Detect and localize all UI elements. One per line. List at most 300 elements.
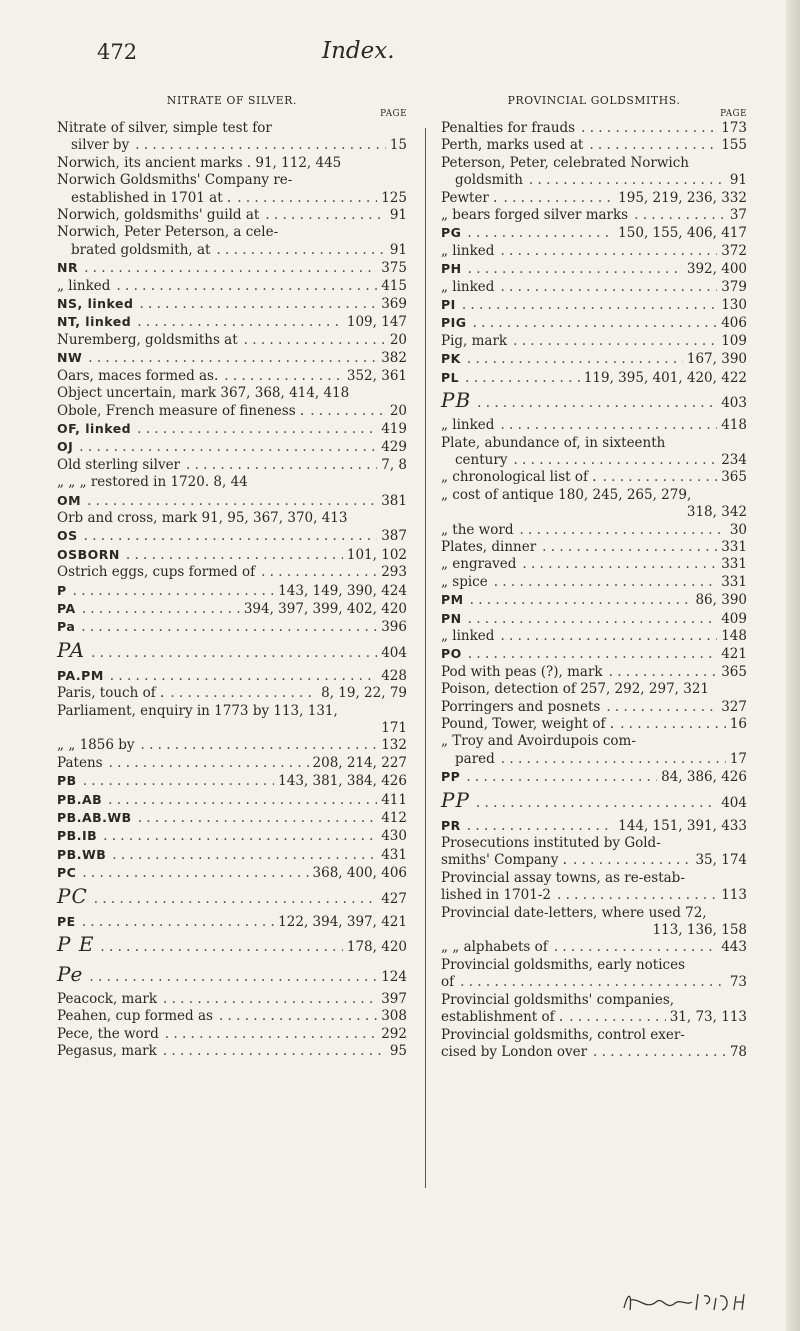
entry-page-ref: 381 [381,492,407,509]
dot-leader [304,403,386,420]
index-entry [441,120,747,137]
dot-leader [459,370,580,387]
dot-leader [507,452,717,469]
dot-leader [73,439,377,456]
index-entry [57,313,407,331]
entry-text: „ engraved [441,556,517,573]
column-divider [425,128,426,1188]
entry-text: „ linked [441,278,495,295]
entry-text: PR [441,817,461,833]
entry-text: of [441,974,455,991]
entry-page-ref: 37 [729,207,747,224]
index-entry [57,600,407,618]
entry-page-ref: 365 [721,663,747,680]
index-entry [57,791,407,809]
index-entry [57,278,407,295]
index-entry [441,350,747,368]
entry-page-ref: 130 [721,297,747,314]
index-entry [57,827,407,845]
entry-text: NW [57,350,83,366]
page-edge [786,0,800,1331]
index-entry [441,733,747,750]
dot-leader [488,574,717,591]
entry-text: Plates, dinner [441,538,537,555]
entry-text: PA [57,637,86,662]
entry-page-ref: 427 [381,890,407,907]
entry-page-ref: 406 [721,315,747,332]
entry-text: „ the word [441,521,514,538]
entry-page-ref: 418 [721,417,747,434]
entry-page-ref: 16 [729,716,747,732]
index-entry [57,155,407,172]
entry-text: Obole, French measure of fineness . [57,402,305,419]
entry-page-ref: 91 [729,172,747,189]
dot-leader [164,685,317,702]
entry-text: PB.AB [57,791,103,807]
dot-leader [213,1008,377,1025]
index-entry [441,681,747,698]
dot-leader [507,333,717,350]
entry-page-ref: 430 [381,828,407,845]
entry-text: OF, linked [57,420,132,436]
entry-text: Pewter . [441,189,498,206]
index-entry [441,522,747,539]
dot-leader [255,564,377,581]
index-entry [57,420,407,438]
entry-page-ref: 109 [721,332,747,349]
index-entry [441,699,747,716]
dot-leader [583,137,717,154]
entry-page-ref: 372 [721,242,747,259]
index-entry [441,260,747,278]
entry-text: Pegasus, mark [57,1043,157,1060]
entry-text: Oars, maces formed as. [57,367,219,384]
index-entry [441,556,747,573]
entry-page-ref: 73 [729,974,747,991]
index-entry [57,137,407,154]
entry-text: lished in 1701-2 [441,887,551,904]
dot-leader [106,847,377,864]
dot-leader [97,828,377,845]
entry-page-ref: 387 [381,528,407,545]
entry-text: PB.IB [57,828,98,844]
dot-leader [600,699,717,716]
entry-text: Provincial goldsmiths, early notices [441,956,686,973]
index-entry [441,591,747,609]
dot-leader [131,314,343,331]
entry-text: Provincial assay towns, as re-estab- [441,869,685,886]
entry-page-ref: 95 [389,1043,407,1060]
index-entry [57,961,407,991]
index-entry [441,817,747,835]
entry-page-ref: 171 [381,720,407,736]
index-entry [57,546,407,564]
index-entry [441,207,747,224]
dot-leader [461,351,683,368]
entry-text: „ linked [57,277,111,294]
index-entry [441,716,747,733]
entry-page-ref: 122, 394, 397, 421 [278,913,407,930]
index-entry [441,574,747,591]
index-entry [57,931,407,961]
index-entry [57,618,407,636]
page-number: 472 [97,40,138,64]
dot-leader [85,640,377,667]
index-entry [57,1043,407,1060]
entry-text: PC [57,865,77,881]
entry-page-ref: 411 [381,791,407,808]
dot-leader [494,243,717,260]
entry-page-ref: 369 [381,296,407,313]
entry-page-ref: 7, 8 [381,456,407,473]
dot-leader [462,611,718,628]
dot-leader [77,773,274,790]
handwritten-signature [620,1288,760,1316]
entry-page-ref: 404 [381,644,407,661]
index-entry [441,939,747,956]
entry-text: Porringers and posnets [441,698,601,715]
index-entry [57,474,407,491]
entry-page-ref: 382 [381,350,407,367]
index-entry [441,435,747,452]
index-entry [57,120,407,137]
dot-leader [462,646,717,663]
dot-leader [597,469,718,486]
dot-leader [210,242,385,259]
dot-leader [132,810,378,827]
entry-text: PA [57,600,76,616]
entry-text: Pece, the word [57,1025,159,1042]
index-entry [57,755,407,772]
index-entry [441,172,747,189]
entry-text: OM [57,492,82,508]
entry-page-ref: 91 [389,241,407,258]
dot-leader [523,172,726,189]
entry-text: establishment of . [441,1009,564,1026]
right-column-heading: PROVINCIAL GOLDSMITHS. [507,94,681,107]
dot-leader [231,190,377,207]
index-entry [441,1027,747,1044]
index-entry [57,368,407,385]
index-entry [441,539,747,556]
entry-page-ref: 394, 397, 399, 402, 420 [243,600,407,617]
dot-leader [494,628,717,645]
index-entry [441,387,747,417]
index-entry [441,333,747,350]
entry-text: Object uncertain, mark 367, 368, 414, 418 [57,385,350,402]
dot-leader [78,528,378,545]
dot-leader [516,556,717,573]
entry-text: Prosecutions instituted by Gold- [441,835,661,852]
index-entry [57,667,407,685]
index-entry [441,787,747,817]
dot-leader [587,1044,726,1061]
dot-leader [628,207,726,224]
index-entry [441,610,747,628]
entry-page-ref: 119, 395, 401, 420, 422 [583,369,747,386]
dot-leader [82,350,377,367]
dot-leader [259,207,386,224]
entry-text: Peacock, mark [57,991,158,1008]
entry-text: P E [57,932,95,957]
entry-text: smiths' Company . [441,852,567,869]
dot-leader [76,914,274,931]
index-entry [441,645,747,663]
entry-page-ref: 125 [381,189,407,206]
dot-leader [456,297,717,314]
index-entry [441,957,747,974]
entry-text: Peterson, Peter, celebrated Norwich [441,154,689,171]
entry-text: Ostrich eggs, cups formed of [57,564,256,581]
index-entry [57,242,407,259]
entry-page-ref: 195, 219, 236, 332 [618,189,747,206]
dot-leader [551,887,717,904]
index-entry [57,207,407,224]
dot-leader [180,457,377,474]
entry-page-ref: 167, 390 [686,351,747,368]
right-column [441,93,747,1061]
entry-page-ref: 409 [721,610,747,627]
entry-text: Pig, mark [441,332,508,349]
dot-leader [104,668,377,685]
entry-text: „ cost of antique 180, 245, 265, 279, [441,486,692,503]
entry-text: PE [57,913,76,929]
dot-leader [120,547,343,564]
entry-page-ref: 412 [381,810,407,827]
index-entry [57,190,407,207]
entry-page-ref: 365 [721,469,747,486]
entry-page-ref: 150, 155, 406, 417 [618,225,747,242]
index-entry [57,864,407,882]
entry-text: Norwich, Peter Peterson, a cele- [57,224,279,241]
index-entry [441,768,747,786]
entry-text: PL [441,369,460,385]
entry-page-ref: 331 [721,556,747,573]
entry-page-ref: 144, 151, 391, 433 [618,817,747,834]
dot-leader [513,522,725,539]
dot-leader [471,390,717,417]
index-entry [441,992,747,1009]
entry-page-ref: 352, 361 [346,367,407,384]
entry-page-ref: 397 [381,991,407,1008]
index-entry [441,664,747,681]
entry-text: Parliament, enquiry in 1773 by 113, 131, [57,702,338,719]
entry-text: NS, linked [57,296,134,312]
entry-page-ref: 84, 386, 426 [661,769,747,786]
dot-leader [159,1026,377,1043]
entry-page-ref: 404 [721,794,747,811]
entry-text: Plate, abundance of, in sixteenth [441,434,666,451]
entry-text: PP [441,769,461,785]
entry-text: PP [441,787,470,812]
entry-text: NT, linked [57,314,132,330]
dot-leader [567,852,692,869]
entry-page-ref: 327 [721,698,747,715]
entry-page-ref: 173 [721,120,747,136]
entry-page-ref: 35, 174 [695,852,747,869]
entry-page-ref: 331 [721,573,747,590]
entry-text: Pod with peas (?), mark [441,663,603,680]
entry-text: cised by London over [441,1043,588,1060]
index-entry [441,369,747,387]
index-entry [57,457,407,474]
entry-page-ref: 234 [721,451,747,468]
entry-page-ref: 109, 147 [346,314,407,331]
index-entry [441,870,747,887]
dot-leader [103,755,309,772]
index-entry [57,349,407,367]
entry-page-ref: 132 [381,737,407,754]
index-entry [57,385,407,402]
index-entry [441,1009,747,1026]
entry-page-ref: 396 [381,619,407,636]
index-entry [57,564,407,581]
dot-leader [575,120,717,137]
index-entry [441,452,747,469]
entry-text: PI [441,297,456,313]
index-entry [441,224,747,242]
entry-text: „ linked [441,417,495,434]
entry-page-ref: 308 [381,1008,407,1025]
index-entry [441,487,747,504]
dot-leader [76,601,240,618]
index-entry [441,469,747,486]
index-entry [441,852,747,869]
index-entry [441,887,747,904]
dot-leader [75,619,377,636]
index-entry [57,332,407,349]
index-entry [57,846,407,864]
entry-text: „ spice [441,573,488,590]
dot-leader [131,421,377,438]
dot-leader [494,279,717,296]
entry-page-ref: 428 [381,667,407,684]
entry-text: Provincial date-letters, where used 72, [441,904,707,921]
entry-text: „ bears forged silver marks [441,207,629,224]
index-entry [57,720,407,737]
left-entry-list [57,120,407,1061]
dot-leader [83,964,377,991]
entry-text: Penalties for frauds [441,120,576,136]
entry-text: „ linked [441,627,495,644]
entry-text: Pa [57,619,76,635]
entry-text: OSBORN [57,546,120,562]
entry-page-ref: 443 [721,939,747,956]
dot-leader [494,417,717,434]
index-entry [57,1026,407,1043]
entry-text: PB.AB.WB [57,810,132,826]
dot-leader [536,539,717,556]
index-entry [57,637,407,667]
index-entry [441,296,747,314]
index-entry [441,751,747,768]
entry-text: P [57,582,67,598]
index-entry [57,527,407,545]
entry-text: century [455,451,508,468]
dot-leader [470,790,717,817]
entry-text: PG [441,225,462,241]
entry-text: Old sterling silver [57,456,181,473]
entry-page-ref: 155 [721,137,747,154]
dot-leader [67,583,275,600]
dot-leader [102,792,377,809]
entry-page-ref: 143, 149, 390, 424 [278,582,407,599]
entry-page-ref: 86, 390 [695,592,747,609]
dot-leader [129,137,386,154]
running-title: Index. [322,38,395,64]
entry-page-ref: 379 [721,278,747,295]
entry-text: pared [455,750,495,767]
entry-page-ref: 392, 400 [686,261,747,278]
dot-leader [467,315,718,332]
entry-text: Paris, touch of . [57,685,165,702]
entry-text: PO [441,646,462,662]
entry-text: Nuremberg, goldsmiths at [57,331,238,348]
entry-text: Peahen, cup formed as [57,1008,213,1025]
entry-page-ref: 293 [381,564,407,581]
dot-leader [157,1043,386,1060]
entry-text: PB.WB [57,846,107,862]
entry-page-ref: 91 [389,207,407,224]
right-entry-list [441,120,747,1061]
left-page-label: PAGE [380,109,407,119]
index-entry [57,685,407,702]
index-entry [441,279,747,296]
entry-page-ref: 431 [381,846,407,863]
entry-text: PA.PM [57,667,104,683]
index-entry [57,438,407,456]
dot-leader [76,865,308,882]
entry-text: PH [441,261,462,277]
entry-text: established in 1701 at . [71,189,232,206]
entry-text: Poison, detection of 257, 292, 297, 321 [441,681,710,698]
entry-text: Pound, Tower, weight of . [441,716,615,732]
entry-page-ref: 331 [721,538,747,555]
index-entry [57,883,407,913]
entry-page-ref: 20 [389,331,407,348]
dot-leader [81,493,377,510]
entry-page-ref: 178, 420 [346,939,407,956]
entry-text: brated goldsmith, at [71,241,211,258]
dot-leader [238,332,386,349]
entry-page-ref: 429 [381,439,407,456]
left-column [57,93,407,1061]
dot-leader [461,225,614,242]
index-entry [57,224,407,241]
index-entry [441,628,747,645]
entry-text: „ chronological list of . [441,469,597,486]
entry-text: PC [57,883,88,908]
dot-leader [94,934,342,961]
entry-text: Provincial goldsmiths, control exer- [441,1026,685,1043]
index-entry [57,492,407,510]
index-entry [441,905,747,922]
entry-page-ref: 421 [721,646,747,663]
entry-text: „ „ alphabets of [441,939,548,956]
entry-page-ref: 143, 381, 384, 426 [278,773,407,790]
index-entry [441,243,747,260]
dot-leader [563,1009,666,1026]
index-entry [57,1008,407,1025]
entry-page-ref: 318, 342 [686,504,747,521]
index-entry [441,974,747,991]
entry-text: silver by [71,137,130,154]
entry-text: Perth, marks used at [441,137,584,154]
index-entry [441,504,747,521]
index-entry [441,922,747,939]
index-entry [57,991,407,1008]
entry-text: PM [441,592,464,608]
